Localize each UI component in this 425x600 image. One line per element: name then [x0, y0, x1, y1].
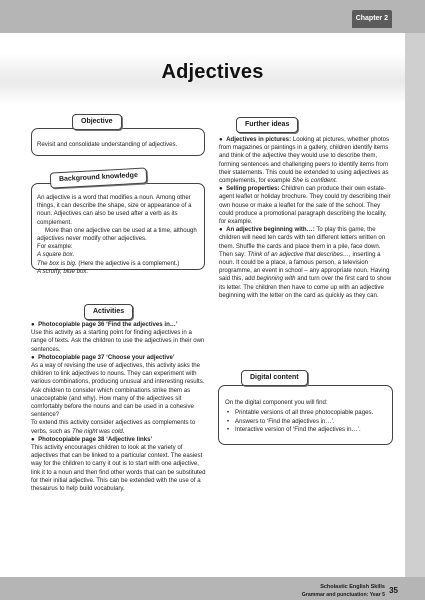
- activity-1-text: Use this activity as a starting point for finding adjectives in a range of texts. Ask the children to use the adjectives in their own sentences.: [31, 329, 205, 353]
- example-1: A square box.: [37, 251, 75, 259]
- activity-2-title-text: Photocopiable page 37 ‘Choose your adjective’: [38, 353, 175, 361]
- digital-list: [225, 409, 387, 434]
- further-idea-3-title: An adjective beginning with…:: [226, 226, 315, 234]
- chapter-tab: Chapter 2: [352, 10, 392, 28]
- activity-2-text: As a way of revising the use of adjectives, this activity asks the children to link adjectives to nouns. They can experiment with various combinations, producing unusual and interesting results. Ask children to consider which combinations strike them as unacceptable (and why). How many of the adjectives sit comfortably before the nouns and can be used in a cohesive sentence?: [31, 362, 205, 419]
- further-idea-3-italic-2: beginning with: [256, 275, 296, 283]
- background-text: [37, 194, 199, 276]
- objective-label: Objective: [72, 114, 122, 130]
- background-label: Background knowledge: [50, 167, 148, 188]
- activity-2-extension-italic: The night was cold.: [71, 427, 125, 435]
- footer-series: Scholastic English Skills: [320, 584, 385, 590]
- further-idea-2: ● Selling properties: Children can produce their own estate-agent leaflet or holiday brochure. They could try describing their own house or make a leaflet for the sale of the school. They could produce a promotional paragraph describing the locality, for example.: [219, 185, 391, 226]
- objective-box: [31, 128, 205, 156]
- activity-3-text: This activity encourages children to look at the variety of adjectives that can be linked to a particular context. The easiest way for the children to carry it out is to start with one adjective, link it to a noun and then find other words that can be substituted for their initial adjective. This can be extended with the use of a thesaurus to help build vocabulary.: [31, 444, 206, 493]
- digital-content-text: [225, 399, 387, 434]
- further-ideas-text: [219, 136, 394, 300]
- further-idea-2-text: Children can produce their own estate-agent leaflet or holiday brochure. They could try describing their own house or make a leaflet for the sale of the school. They could produce a promotional paragraph describing the locality, for example.: [219, 185, 391, 226]
- further-idea-3-italic-1: Think of an adjective that describes…,: [247, 250, 351, 258]
- digital-content-label: Digital content: [241, 370, 308, 386]
- further-idea-3-text-2: inserting a noun. It could be a place, a famous person, a television programme, an event in school – any appropriate noun. Having said this, add: [219, 250, 390, 283]
- activity-2-extension-text: To extend this activity consider adjectives as complements to verbs, such as: [31, 419, 196, 435]
- digital-item: • Printable versions of all three photocopiable pages.: [235, 409, 387, 417]
- background-p1: An adjective is a word that modifies a noun. Among other things, it can describe the shape, size or appearance of a noun. Adjectives can also be used after a verb as its complement.: [37, 194, 192, 226]
- activities-text: [31, 321, 209, 493]
- footer-book-title: Grammar and punctuation: Year 5: [301, 592, 385, 598]
- further-idea-1-text: Looking at pictures, whether photos from magazines or paintings in a gallery, children identify items and think of the adjective they would use to describe them, forming sentences and challenging peers to identify items from their statements. This could be extended to using adjectives as complements, for example: [219, 136, 390, 185]
- example-2: [37, 260, 199, 268]
- further-ideas-label: Further ideas: [236, 117, 298, 133]
- background-p2: More than one adjective can be used at a time, although adjectives never modify other adjectives.: [37, 226, 197, 243]
- activities-label: Activities: [84, 304, 133, 320]
- digital-item: • Interactive version of ‘Find the adjectives in…’.: [235, 426, 387, 434]
- page-number: 35: [389, 586, 398, 595]
- digital-item: • Answers to ‘Find the adjectives in…’.: [235, 418, 387, 426]
- further-idea-3: ● An adjective beginning with…: To play this game, the children will need ten cards with ten different letters written on them. Shuffle the cards and place them in a pile, face down. Then say: Think of an adjective that describes…, inserting a noun. It could be a place, a famous person, a television programme, an event in school – any appropriate noun. Having said this, add beginning with and turn over the first card to show its letter. The children then have to come up with an adjective beginning with the letter on the card as quickly as they can.: [219, 226, 392, 299]
- objective-text: Revisit and consolidate understanding of adjectives.: [37, 141, 178, 148]
- page-title: Adjectives: [161, 61, 264, 83]
- further-idea-3-text: To play this game, the children will need ten cards with ten different letters written on them. Shuffle the cards and place them in a pile, face down. Then say:: [219, 226, 386, 258]
- example-2-italic: The box is big.: [37, 259, 77, 267]
- activity-3-title-text: Photocopiable page 38 ‘Adjective links’: [38, 435, 153, 443]
- digital-content-box: [218, 385, 393, 445]
- further-idea-1-italic: She is confident.: [292, 177, 338, 185]
- example-3: A scruffy, blue box.: [37, 267, 89, 275]
- background-box: [31, 183, 205, 275]
- further-idea-2-title: Selling properties:: [226, 185, 280, 193]
- further-idea-1: ● Adjectives in pictures: Looking at pictures, whether photos from magazines or paintings in a gallery, children identify items and think of the adjective they would use to describe them, forming sentences and challenging peers to identify items from their statements. This could be extended to using adjectives as complements, for example She is confident.: [219, 136, 390, 185]
- activity-1-title: ● Photocopiable page 36 ‘Find the adjectives in…’: [31, 321, 178, 328]
- activity-3-title: ● Photocopiable page 38 ‘Adjective links’: [31, 435, 153, 443]
- activity-2-title: ● Photocopiable page 37 ‘Choose your adjective’: [31, 353, 175, 361]
- example-label: For example:: [37, 243, 73, 251]
- title-area: [0, 33, 425, 101]
- further-idea-3-text-3: and turn over the first card to show its letter. The children then have to come up with an adjective beginning with the letter on the card as quickly as they can.: [219, 275, 392, 299]
- right-margin-band: [405, 33, 425, 577]
- digital-intro: On the digital component you will find:: [225, 399, 328, 406]
- activity-2-extension: [31, 419, 209, 435]
- example-2-rest: (Here the adjective is a complement.): [76, 259, 180, 267]
- further-idea-1-title: Adjectives in pictures:: [226, 136, 292, 143]
- activity-1-title-text: Photocopiable page 36 ‘Find the adjectives in…’: [38, 321, 178, 328]
